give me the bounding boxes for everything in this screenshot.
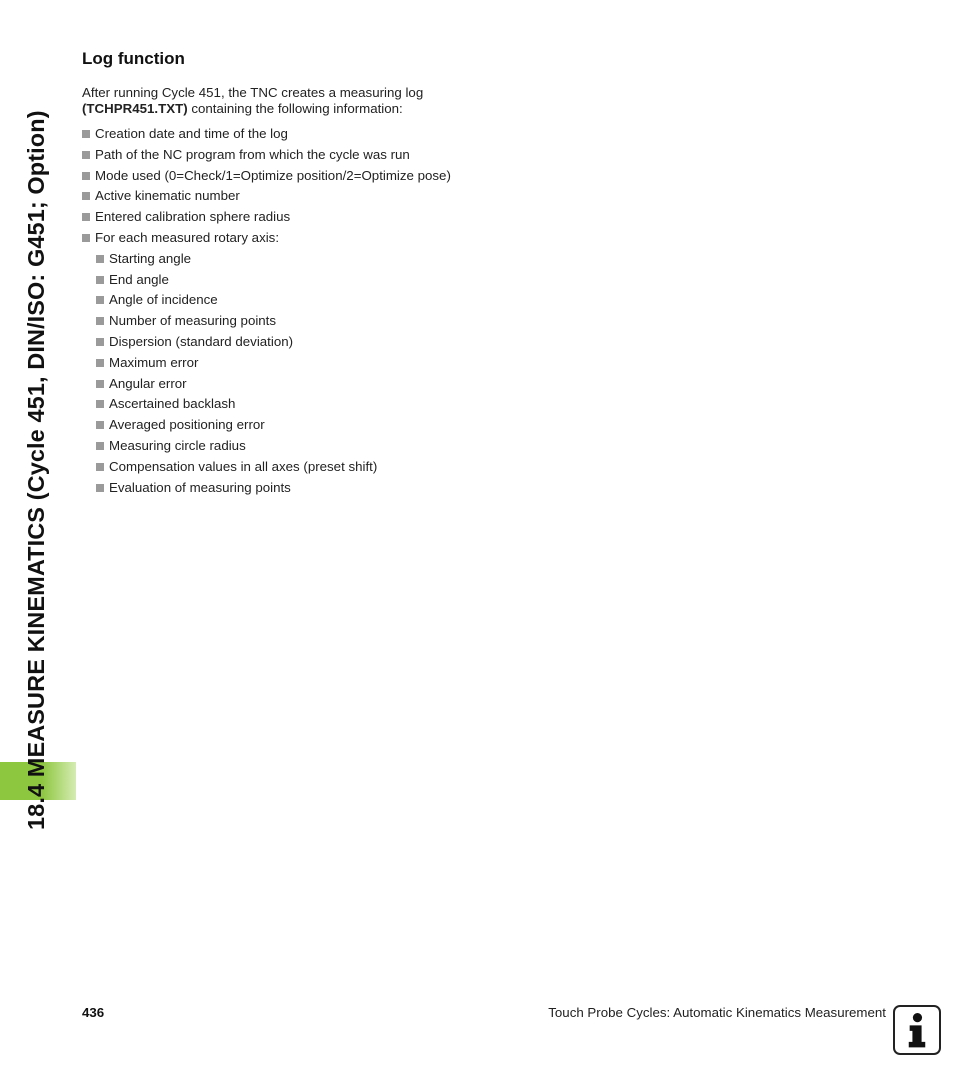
sub-list-item: Compensation values in all axes (preset shift) — [96, 457, 602, 478]
section-heading: Log function — [82, 49, 185, 68]
square-bullet-icon — [96, 421, 104, 429]
list-item: Active kinematic number — [82, 186, 602, 207]
list-item: Entered calibration sphere radius — [82, 207, 602, 228]
square-bullet-icon — [96, 442, 104, 450]
square-bullet-icon — [96, 380, 104, 388]
footer-title: Touch Probe Cycles: Automatic Kinematics Measurement — [548, 1005, 886, 1020]
square-bullet-icon — [96, 276, 104, 284]
intro-text: After running Cycle 451, the TNC creates a measuring log — [82, 85, 424, 100]
sub-list-item: Dispersion (standard deviation) — [96, 332, 602, 353]
intro-filename: (TCHPR451.TXT) — [82, 101, 188, 116]
sub-list-item: Angular error — [96, 374, 602, 395]
intro-rest: containing the following information: — [187, 101, 403, 116]
square-bullet-icon — [96, 484, 104, 492]
sub-list-item: Starting angle — [96, 249, 602, 270]
info-icon — [893, 1005, 941, 1055]
square-bullet-icon — [82, 234, 90, 242]
square-bullet-icon — [82, 192, 90, 200]
square-bullet-icon — [96, 400, 104, 408]
list-item: For each measured rotary axis: — [82, 228, 602, 249]
page-number: 436 — [82, 1005, 105, 1020]
square-bullet-icon — [96, 338, 104, 346]
square-bullet-icon — [82, 172, 90, 180]
list-item: Creation date and time of the log — [82, 124, 602, 145]
sub-list-item: Number of measuring points — [96, 311, 602, 332]
main-content — [82, 48, 602, 498]
square-bullet-icon — [82, 130, 90, 138]
intro-paragraph — [82, 85, 602, 117]
sub-list-item: Averaged positioning error — [96, 415, 602, 436]
sub-list-item: Evaluation of measuring points — [96, 478, 602, 499]
sub-list-item: Ascertained backlash — [96, 394, 602, 415]
sub-list-item: Angle of incidence — [96, 290, 602, 311]
sub-list-item: Maximum error — [96, 353, 602, 374]
square-bullet-icon — [96, 296, 104, 304]
chapter-side-title: 18.4 MEASURE KINEMATICS (Cycle 451, DIN/ISO: G451; Option) — [23, 110, 49, 830]
square-bullet-icon — [82, 213, 90, 221]
sub-list-item: End angle — [96, 270, 602, 291]
info-list — [82, 124, 602, 498]
square-bullet-icon — [82, 151, 90, 159]
square-bullet-icon — [96, 463, 104, 471]
list-item: Path of the NC program from which the cycle was run — [82, 145, 602, 166]
square-bullet-icon — [96, 359, 104, 367]
list-item: Mode used (0=Check/1=Optimize position/2=Optimize pose) — [82, 166, 602, 187]
sub-list-item: Measuring circle radius — [96, 436, 602, 457]
square-bullet-icon — [96, 255, 104, 263]
square-bullet-icon — [96, 317, 104, 325]
